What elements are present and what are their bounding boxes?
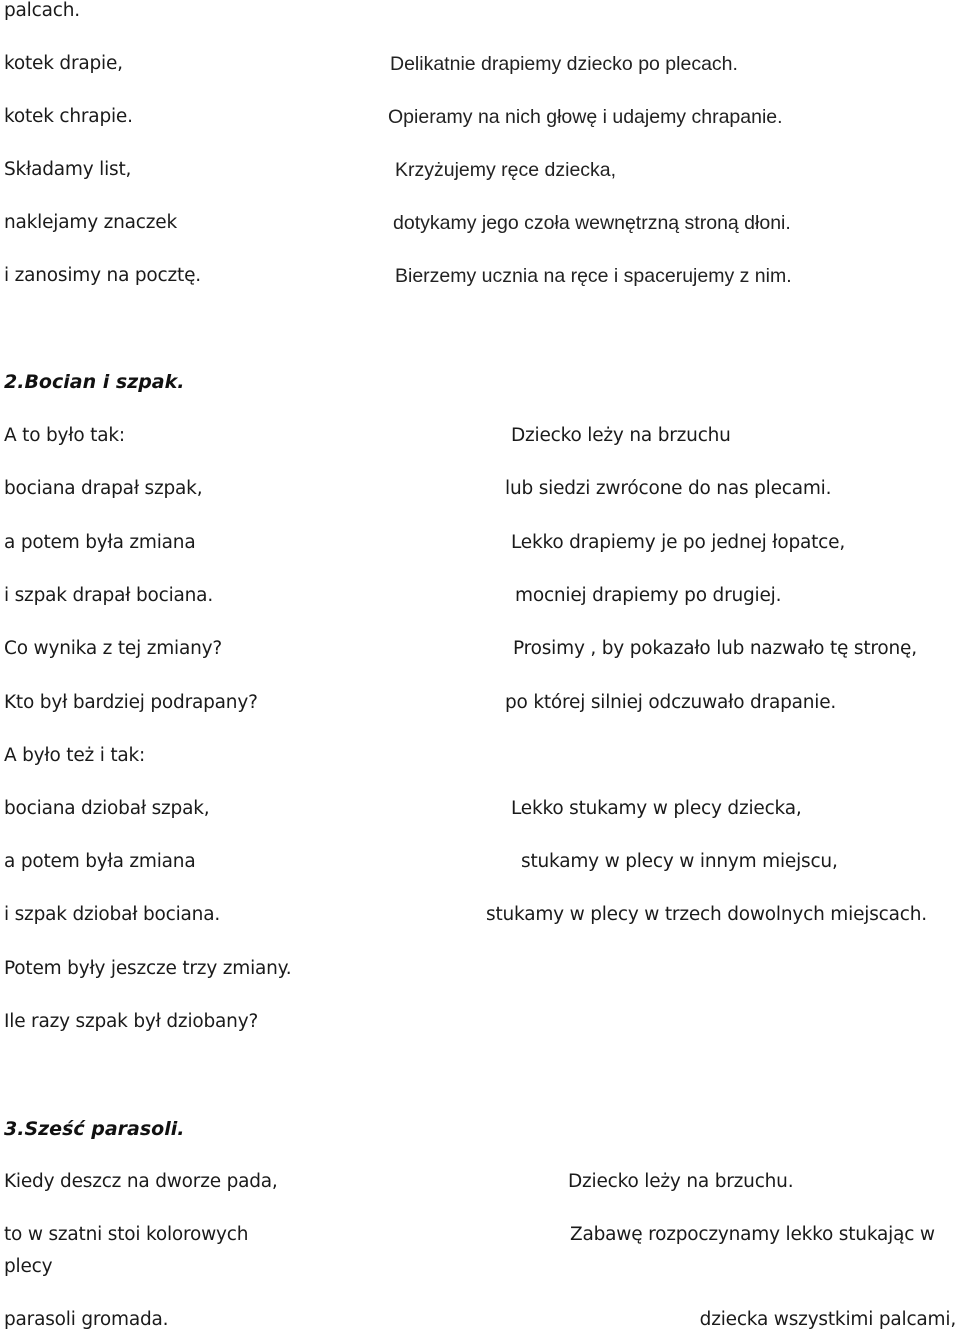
instruction-line: Zabawę rozpoczynamy lekko stukając w — [570, 1224, 935, 1245]
verse-line: Potem były jeszcze trzy zmiany. — [4, 958, 292, 979]
verse-line: i zanosimy na pocztę. — [4, 265, 201, 286]
verse-line: a potem była zmiana — [4, 851, 196, 872]
instruction-line: Delikatnie drapiemy dziecko po plecach. — [390, 53, 738, 75]
instruction-line: Dziecko leży na brzuchu. — [568, 1171, 794, 1192]
verse-line: Ile razy szpak był dziobany? — [4, 1011, 259, 1032]
verse-line: Składamy list, — [4, 159, 132, 180]
instruction-line: Krzyżujemy ręce dziecka, — [395, 159, 617, 181]
verse-line: plecy — [4, 1256, 53, 1277]
section-heading: 3.Sześć parasoli. — [4, 1118, 185, 1140]
instruction-line: stukamy w plecy w trzech dowolnych miejscach. — [486, 904, 927, 925]
instruction-line: Lekko drapiemy je po jednej łopatce, — [511, 532, 846, 553]
verse-line: A było też i tak: — [4, 745, 146, 766]
verse-line: parasoli gromada. — [4, 1309, 169, 1330]
verse-line: i szpak drapał bociana. — [4, 585, 213, 606]
verse-line: kotek drapie, — [4, 53, 123, 74]
verse-line: i szpak dziobał bociana. — [4, 904, 221, 925]
instruction-line: Lekko stukamy w plecy dziecka, — [511, 798, 802, 819]
instruction-line: stukamy w plecy w innym miejscu, — [521, 851, 838, 872]
instruction-line: po której silniej odczuwało drapanie. — [505, 692, 837, 713]
instruction-line: lub siedzi zwrócone do nas plecami. — [505, 478, 832, 499]
verse-line: Kiedy deszcz na dworze pada, — [4, 1171, 278, 1192]
instruction-line: dziecka wszystkimi palcami, — [699, 1309, 956, 1330]
text-line: palcach. — [4, 0, 80, 21]
verse-line: to w szatni stoi kolorowych — [4, 1224, 249, 1245]
instruction-line: mocniej drapiemy po drugiej. — [515, 585, 782, 606]
instruction-line: Prosimy , by pokazało lub nazwało tę stronę, — [513, 638, 917, 659]
verse-line: naklejamy znaczek — [4, 212, 177, 233]
instruction-line: Opieramy na nich głowę i udajemy chrapanie. — [388, 106, 783, 128]
instruction-line: Bierzemy ucznia na ręce i spacerujemy z nim. — [395, 265, 792, 287]
instruction-line: dotykamy jego czoła wewnętrzną stroną dłoni. — [393, 212, 791, 234]
instruction-line: Dziecko leży na brzuchu — [511, 425, 731, 446]
verse-line: A to było tak: — [4, 425, 125, 446]
verse-line: Co wynika z tej zmiany? — [4, 638, 223, 659]
verse-line: Kto był bardziej podrapany? — [4, 692, 258, 713]
verse-line: bociana dziobał szpak, — [4, 798, 210, 819]
section-heading: 2.Bocian i szpak. — [4, 371, 185, 393]
verse-line: bociana drapał szpak, — [4, 478, 203, 499]
verse-line: kotek chrapie. — [4, 106, 133, 127]
verse-line: a potem była zmiana — [4, 532, 196, 553]
